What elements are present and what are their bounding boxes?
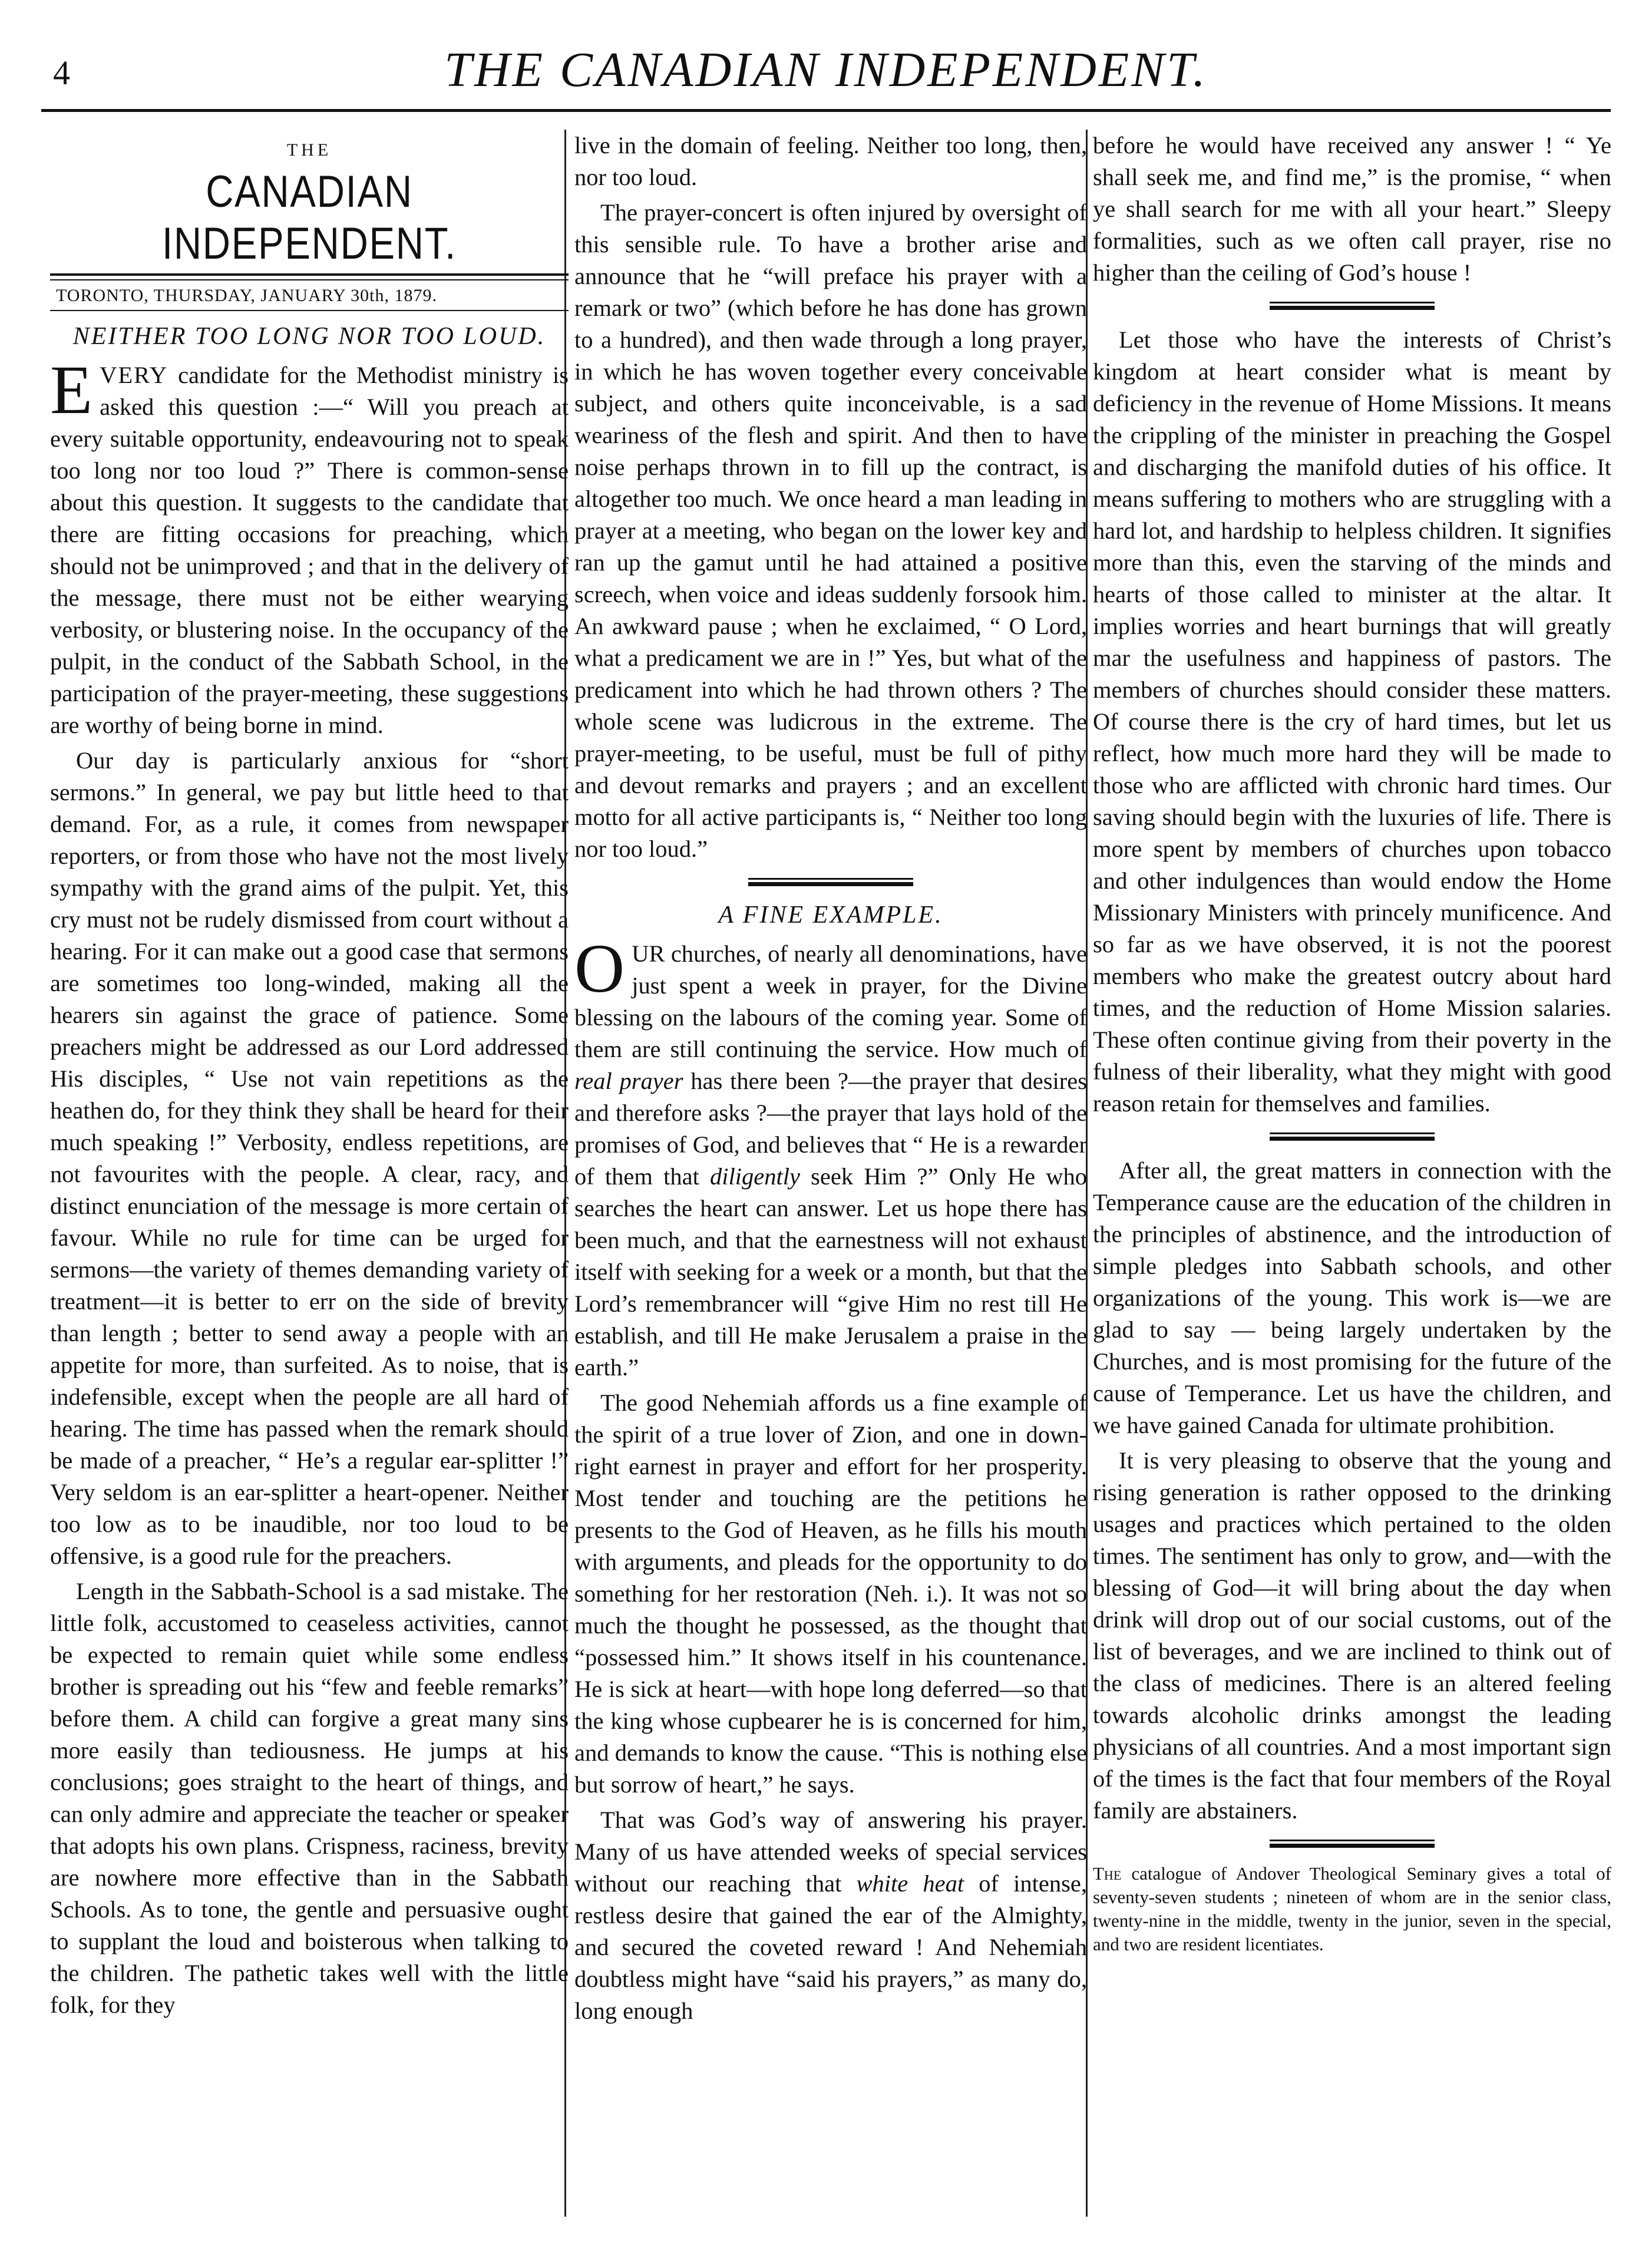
paragraph-text: That was God’s way of answering his prayer. Many of us have attended weeks of special services without our reaching that xyxy=(574,1807,1087,1897)
article-paragraph: Let those who have the interests of Christ’s kingdom at heart consider what is meant by deficiency in the revenue of Home Missions. It means the crippling of the minister in preaching the Gospel and discharging the manifold duties of his office. It means suffering to mothers who are struggling with a hard lot, and hardship to helpless children. It signifies more than this, even the starving of the minds and hearts of those called to minister at the altar. It implies worries and heart burnings that will greatly mar the usefulness and happiness of pastors. The members of churches should consider these matters. Of course there is the cry of hard times, but let us reflect, how much more hard they will be made to those who are afflicted with chronic hard times. Our saving should begin with the luxuries of life. There is more spent by members of churches upon tobacco and other indulgences than would endow the Home Missionary Ministers with princely munificence. And so far as we have observed, it is not the poorest members who make the greatest outcry about hard times, and the reduction of Home Mission salaries. These often continue giving from their poverty in the fulness of their liberality, what they might with good reason retain for themselves and families. xyxy=(1093,326,1611,1117)
drop-cap: O xyxy=(574,930,625,1007)
emphasis-text: diligently xyxy=(710,1163,800,1190)
paragraph-text: has there been ?—the prayer that desires and therefore asks ?—the prayer that lays hold of the promises of God, and believes that “ He is a rewarder of them that xyxy=(574,1068,1087,1190)
running-head-title: THE CANADIAN INDEPENDENT. xyxy=(444,42,1208,97)
lead-caps: VERY xyxy=(100,362,168,388)
article-paragraph: The good Nehemiah affords us a fine example of the spirit of a true lover of Zion, and one in down-right earnest in prayer and effort for her prosperity. Most tender and touching are the petitions he presents to the God of Heaven, as he fills his mouth with arguments, and pleads for the opportunity to do something for her restoration (Neh. i.). It was not so much the thought he possessed, as the thought that “possessed him.” It shows itself in his countenance. He is sick at heart—with hope long deferred—so that the king whose cupbearer he is is concerned for him, and demands to know the cause. “This is nothing else but sorrow of heart,” he says. xyxy=(574,1389,1087,1798)
article-paragraph: The prayer-concert is often injured by oversight of this sensible rule. To have a brother arise and announce that he “will preface his prayer with a remark or two” (which before he has done has grown to a hundred), and then wade through a long prayer, in which he has woven together every conceivable subject, and others quite inconceivable, is a sad weariness of the flesh and spirit. And then to have noise perhaps thrown in to fill up the contract, is altogether too much. We once heard a man leading in prayer at a meeting, who began on the lower key and ran up the gamut until he had attained a positive screech, when voice and ideas suddenly forsook him. An awkward pause ; when he exclaimed, “ O Lord, what a predicament we are in !” Yes, but what of the predicament into which he had thrown others ? The whole scene was ludicrous in the extreme. The prayer-meeting, to be useful, must be full of pithy and devout remarks and prayers ; and an excellent motto for all active participants is, “ Neither too long nor too loud.” xyxy=(574,199,1087,862)
dateline xyxy=(50,284,569,308)
section-separator xyxy=(748,878,913,886)
article-paragraph xyxy=(574,1804,1087,2027)
article-paragraph xyxy=(574,930,1087,1383)
dateline-text: TORONTO, THURSDAY, JANUARY 30th, 1879. xyxy=(56,286,437,305)
paragraph-text: seek Him ?” Only He who searches the heart can answer. Let us hope there has been much, and that the earnestness will not exhaust itself with seeking for a week or a month, but that the Lord’s remembrancer will “give Him no rest till He establish, and till He make Jerusalem a praise in the earth.” xyxy=(574,1163,1087,1381)
paragraph-text: candidate for the Methodist ministry is asked this question :—“ Will you preach at every suitable opportunity, endeavouring not to speak too long nor too loud ?” There is common-sense about this question. It suggests to the candidate that there are fitting occasions for preaching, which should not be unimproved ; and that in the delivery of the message, there must not be either wearying verbosity, or blustering noise. In the occupancy of the pulpit, in the conduct of the Sabbath School, in the participation of the prayer-meeting, these suggestions are worthy of being borne in mind. xyxy=(50,362,569,738)
article-title-neither-too-long: NEITHER TOO LONG NOR TOO LOUD. xyxy=(72,323,546,350)
news-note xyxy=(1093,1862,1611,1956)
article-paragraph: Our day is particularly anxious for “short sermons.” In general, we pay but little heed to that demand. For, as a rule, it comes from newspaper reporters, or from those who have not the most lively sympathy with the grand aims of the pulpit. Yet, this cry must not be rudely dismissed from court without a hearing. For it can make out a good case that sermons are sometimes too long-winded, making all the hearers sin against the grace of patience. Some preachers might be addressed as our Lord addressed His disciples, “ Use not vain repetitions as the heathen do, for they think they shall be heard for their much speaking !” Verbosity, endless repetitions, are not favourites with the people. A clear, racy, and distinct enunciation of the message is more certain of favour. While no rule for time can be urged for sermons—the variety of themes demanding variety of treatment—it is better to err on the side of brevity than length ; better to send away a people with an appetite for more, than surfeited. As to noise, that is indefensible, except when the people are all hard of hearing. The time has passed when the remark should be made of a preacher, “ He’s a regular ear-splitter !” Very seldom is an ear-splitter a heart-opener. Neither too low as to be inaudible, nor too loud to be offensive, is a good rule for the preachers. xyxy=(50,747,569,1569)
paragraph-text: UR churches, of nearly all denominations, have just spent a week in prayer, for the Divine blessing on the labours of the coming year. Some of them are still continuing the service. How much of xyxy=(574,940,1087,1062)
section-separator xyxy=(1270,302,1435,310)
paragraph-text: of intense, restless desire that gained the ear of the Almighty, and secured the coveted reward ! And Nehemiah doubtless might have “said his prayers,” as many do, long enough xyxy=(574,1870,1087,2024)
header-rule xyxy=(41,109,1611,112)
note-lead: The xyxy=(1093,1863,1122,1884)
running-head xyxy=(41,35,1611,100)
article-paragraph: After all, the great matters in connection with the Temperance cause are the education of the children in the principles of abstinence, and the introduction of simple pledges into Sabbath schools, and other organizations of the young. This work is—we are glad to say — being largely undertaken by the Churches, and is most promising for the future of the cause of Temperance. Let us have the children, and we have gained Canada for ultimate prohibition. xyxy=(1093,1157,1611,1438)
masthead-name: CANADIAN INDEPENDENT. xyxy=(161,167,457,269)
page-number: 4 xyxy=(53,54,70,92)
masthead-the: THE xyxy=(286,140,332,160)
article-paragraph xyxy=(50,351,569,741)
masthead-rule xyxy=(50,273,569,280)
emphasis-text: real prayer xyxy=(574,1068,683,1094)
article-paragraph: live in the domain of feeling. Neither too long, then, nor too loud. xyxy=(574,132,1087,190)
column-middle xyxy=(574,130,1087,2217)
emphasis-text: white heat xyxy=(856,1870,964,1897)
column-right xyxy=(1093,130,1611,2217)
note-text: catalogue of Andover Theological Seminary gives a total of seventy-seven students ; nineteen of whom are in the senior class, twenty-nine in the middle, twenty in the junior, seven in the special, and two are resident licentiates. xyxy=(1093,1863,1611,1954)
article-title-fine-example: A FINE EXAMPLE. xyxy=(718,902,943,929)
drop-cap: E xyxy=(50,351,93,428)
column-left xyxy=(50,130,569,2217)
section-separator xyxy=(1270,1132,1435,1141)
article-paragraph: Length in the Sabbath-School is a sad mistake. The little folk, accustomed to ceaseless activities, cannot be expected to remain quiet while some endless brother is spreading out his “few and feeble remarks” before them. A child can forgive a great many sins more easily than tediousness. He jumps at his conclusions; goes straight to the heart of things, and can only admire and appreciate the teacher or speaker that adopts his own plans. Crispness, raciness, brevity are nowhere more effective than in the Sabbath Schools. As to tone, the gentle and persuasive ought to supplant the loud and boisterous when talking to the children. The pathetic takes well with the little folk, for they xyxy=(50,1578,569,2018)
article-paragraph: It is very pleasing to observe that the young and rising generation is rather opposed to the drinking usages and practices which pertained to the olden times. The sentiment has only to grow, and—with the blessing of God—it will bring about the day when drink will drop out of our social customs, out of the list of beverages, and we are inclined to think out of the class of medicines. There is an altered feeling towards alcoholic drinks amongst the leading physicians of all countries. And a most important sign of the times is the fact that four members of the Royal family are abstainers. xyxy=(1093,1447,1611,1824)
section-separator xyxy=(1270,1840,1435,1848)
article-paragraph: before he would have received any answer ! “ Ye shall seek me, and find me,” is the promise, “ when ye shall search for me with all your heart.” Sleepy formalities, such as we often call prayer, rise no higher than the ceiling of God’s house ! xyxy=(1093,132,1611,286)
dateline-rule xyxy=(50,310,569,311)
